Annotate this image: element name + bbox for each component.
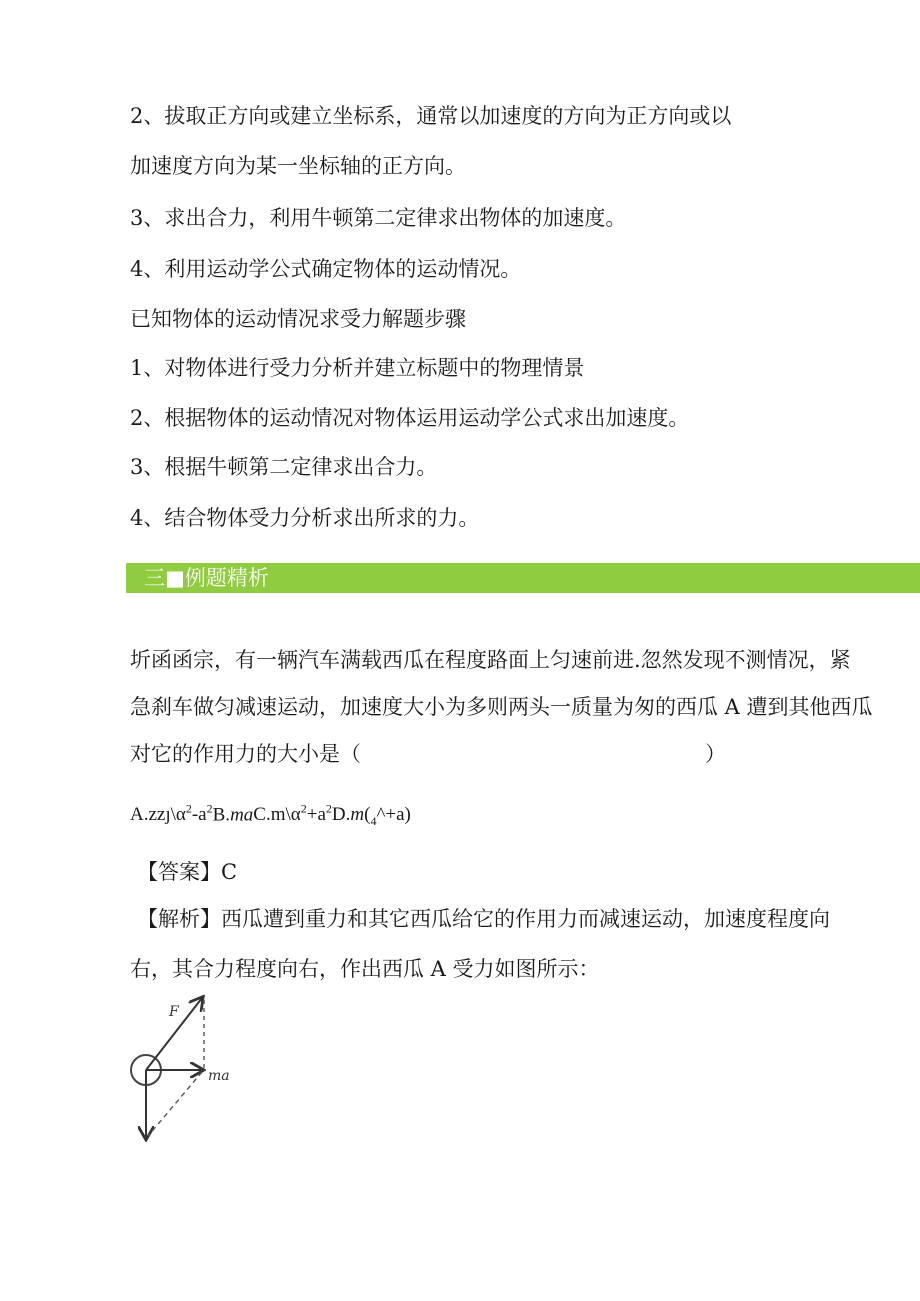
option-c: $C.m\backslash\alpha^2+a^2$	[253, 802, 332, 826]
question-line2: 急刹车做匀减速运动，加速度大小为多则两头一质量为匆的西瓜 A 遭到其他西瓜	[130, 695, 873, 719]
analysis-line1: 【解析】西瓜遭到重力和其它西瓜给它的作用力而减速运动，加速度程度向	[137, 907, 830, 931]
analysis-line2: 右，其合力程度向右，作出西瓜 A 受力如图所示：	[130, 957, 600, 981]
force-diagram	[122, 990, 242, 1150]
step-b1: 1、对物体进行受力分析并建立标题中的物理情景	[130, 356, 585, 380]
answer-label: 【答案】C	[137, 860, 238, 884]
question-line1: 圻函函宗，有一辆汽车满载西瓜在程度路面上匀速前进.忽然发现不测情况，紧	[130, 648, 851, 672]
option-d: $D.m(_4\^{}+a)$	[331, 804, 411, 829]
option-b: B.ma	[212, 804, 254, 826]
question-line3: 对它的作用力的大小是（	[130, 742, 361, 766]
step3: 3、求出合力，利用牛顿第二定律求出物体的加速度。	[130, 206, 627, 230]
steps-heading: 已知物体的运动情况求受力解题步骤	[130, 307, 466, 331]
step-b3: 3、根据牛顿第二定律求出合力。	[130, 455, 438, 479]
ma-label: ma	[208, 1068, 230, 1084]
step-b2: 2、根据物体的运动情况对物体运用运动学公式求出加速度。	[130, 406, 690, 430]
question-paren-close: ）	[705, 742, 726, 766]
option-a: $A.zzȷ\backslash\alpha^2-a^2$	[130, 802, 213, 826]
force-f-label: F	[169, 1004, 179, 1020]
step2-line2: 加速度方向为某一坐标轴的正方向。	[130, 154, 466, 178]
step4: 4、利用运动学公式确定物体的运动情况。	[130, 257, 522, 281]
answer-options	[130, 796, 411, 834]
step2-line1: 2、拔取正方向或建立坐标系，通常以加速度的方向为正方向或以	[130, 104, 732, 128]
section-title: 三■例题精析	[144, 566, 269, 590]
section-banner	[126, 563, 920, 593]
step-b4: 4、结合物体受力分析求出所求的力。	[130, 506, 480, 530]
